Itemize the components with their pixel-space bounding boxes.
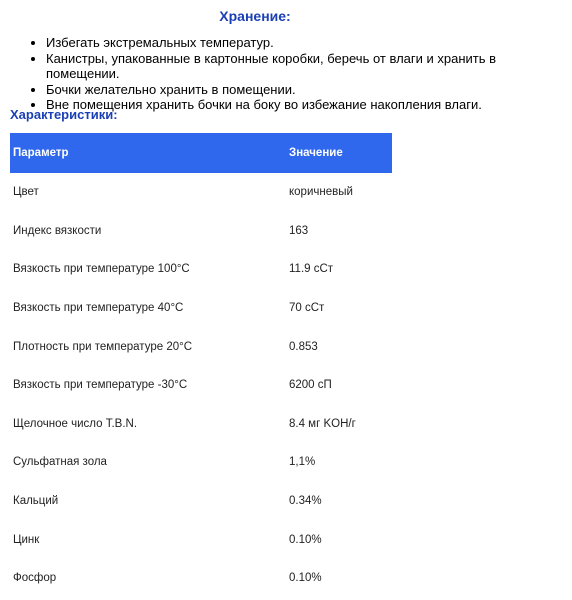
value-cell: 11.9 cCт: [289, 263, 334, 276]
table-header-row: [10, 133, 392, 173]
storage-heading: Хранение:: [219, 8, 291, 24]
specs-heading: Характеристики:: [10, 107, 118, 122]
specs-table: [10, 133, 392, 598]
storage-item: • Бочки желательно хранить в помещении.: [46, 82, 572, 98]
table-row: [10, 173, 392, 212]
value-cell: 0.853: [289, 340, 318, 353]
param-cell: Кальций: [13, 495, 59, 508]
table-row: [10, 405, 392, 444]
value-cell: 0.10%: [289, 572, 322, 585]
value-cell: 6200 cП: [289, 379, 332, 392]
storage-item: • Вне помещения хранить бочки на боку во избежание накопления влаги.: [46, 97, 572, 113]
header-value: Значение: [287, 133, 392, 173]
param-cell: Плотность при температуре 20°C: [13, 340, 193, 353]
value-cell: 1,1%: [289, 456, 316, 469]
table-row: [10, 327, 392, 366]
table-row: [10, 520, 392, 559]
param-cell: Вязкость при температуре -30°C: [13, 379, 188, 392]
header-param: Параметр: [10, 133, 287, 173]
table-row: [10, 443, 392, 482]
param-cell: Щелочное число T.B.N.: [13, 417, 138, 430]
value-cell: 0.10%: [289, 533, 322, 546]
param-cell: Индекс вязкости: [13, 224, 102, 237]
value-cell: коричневый: [289, 186, 353, 199]
storage-item: • Избегать экстремальных температур.: [46, 35, 572, 51]
value-cell: 70 cCт: [289, 302, 325, 315]
storage-list: [20, 35, 572, 113]
param-cell: Фосфор: [13, 572, 57, 585]
param-cell: Вязкость при температуре 100°C: [13, 263, 190, 276]
storage-item: • Канистры, упакованные в картонные коробки, беречь от влаги и хранить в помещении.: [46, 51, 572, 82]
param-cell: Цвет: [13, 186, 39, 199]
table-row: [10, 250, 392, 289]
value-cell: 163: [289, 224, 309, 237]
value-cell: 0.34%: [289, 495, 322, 508]
param-cell: Цинк: [13, 533, 40, 546]
param-cell: Вязкость при температуре 40°C: [13, 302, 184, 315]
table-row: [10, 212, 392, 251]
table-row: [10, 482, 392, 521]
table-row: [10, 289, 392, 328]
table-row: [10, 559, 392, 598]
param-cell: Сульфатная зола: [13, 456, 107, 469]
value-cell: 8.4 мг KOH/г: [289, 417, 356, 430]
table-row: [10, 366, 392, 405]
